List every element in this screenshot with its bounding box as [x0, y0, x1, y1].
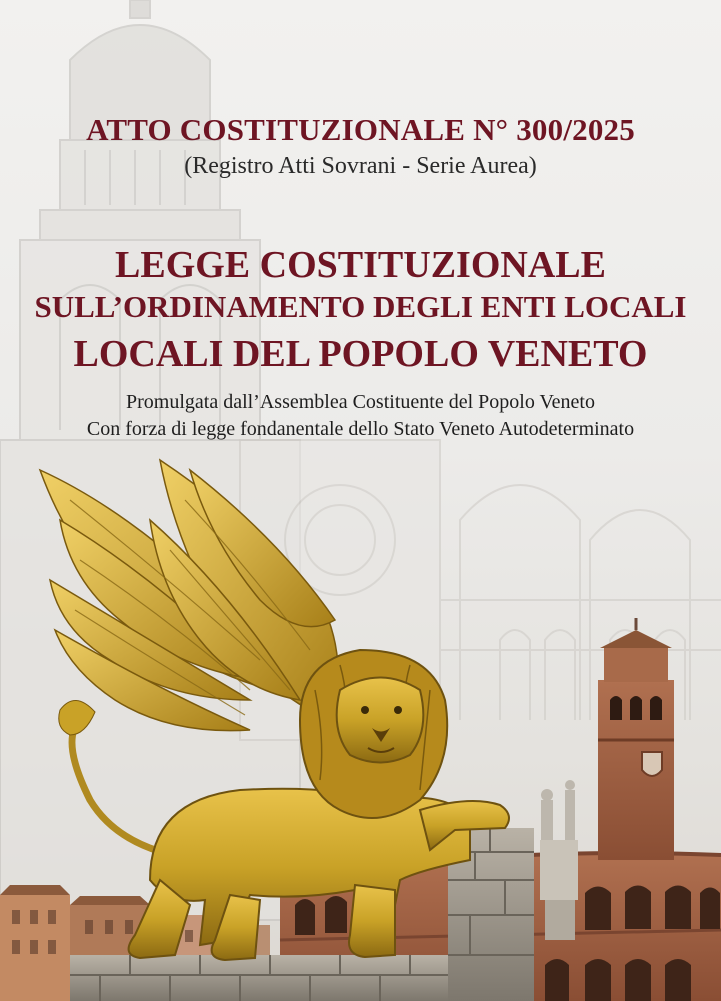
promulgation-line-2: Con forza di legge fondanentale dello Stato Veneto Autodeterminato [86, 418, 635, 440]
act-title: ATTO COSTITUZIONALE N° 300/2025 [86, 112, 635, 147]
clock-tower [598, 618, 674, 860]
law-title-line-2: SULL’ORDINAMENTO DEGLI ENTI LOCALI [34, 289, 687, 324]
promulgation-line-1: Promulgata dall’Assemblea Costituente del Popolo Veneto [125, 391, 595, 413]
act-subtitle: (Registro Atti Sovrani - Serie Aurea) [184, 153, 537, 179]
law-title-line-3: LOCALI DEL POPOLO VENETO [73, 333, 648, 375]
law-title-line-1: LEGGE COSTITUZIONALE [115, 244, 606, 286]
statues [540, 780, 578, 940]
